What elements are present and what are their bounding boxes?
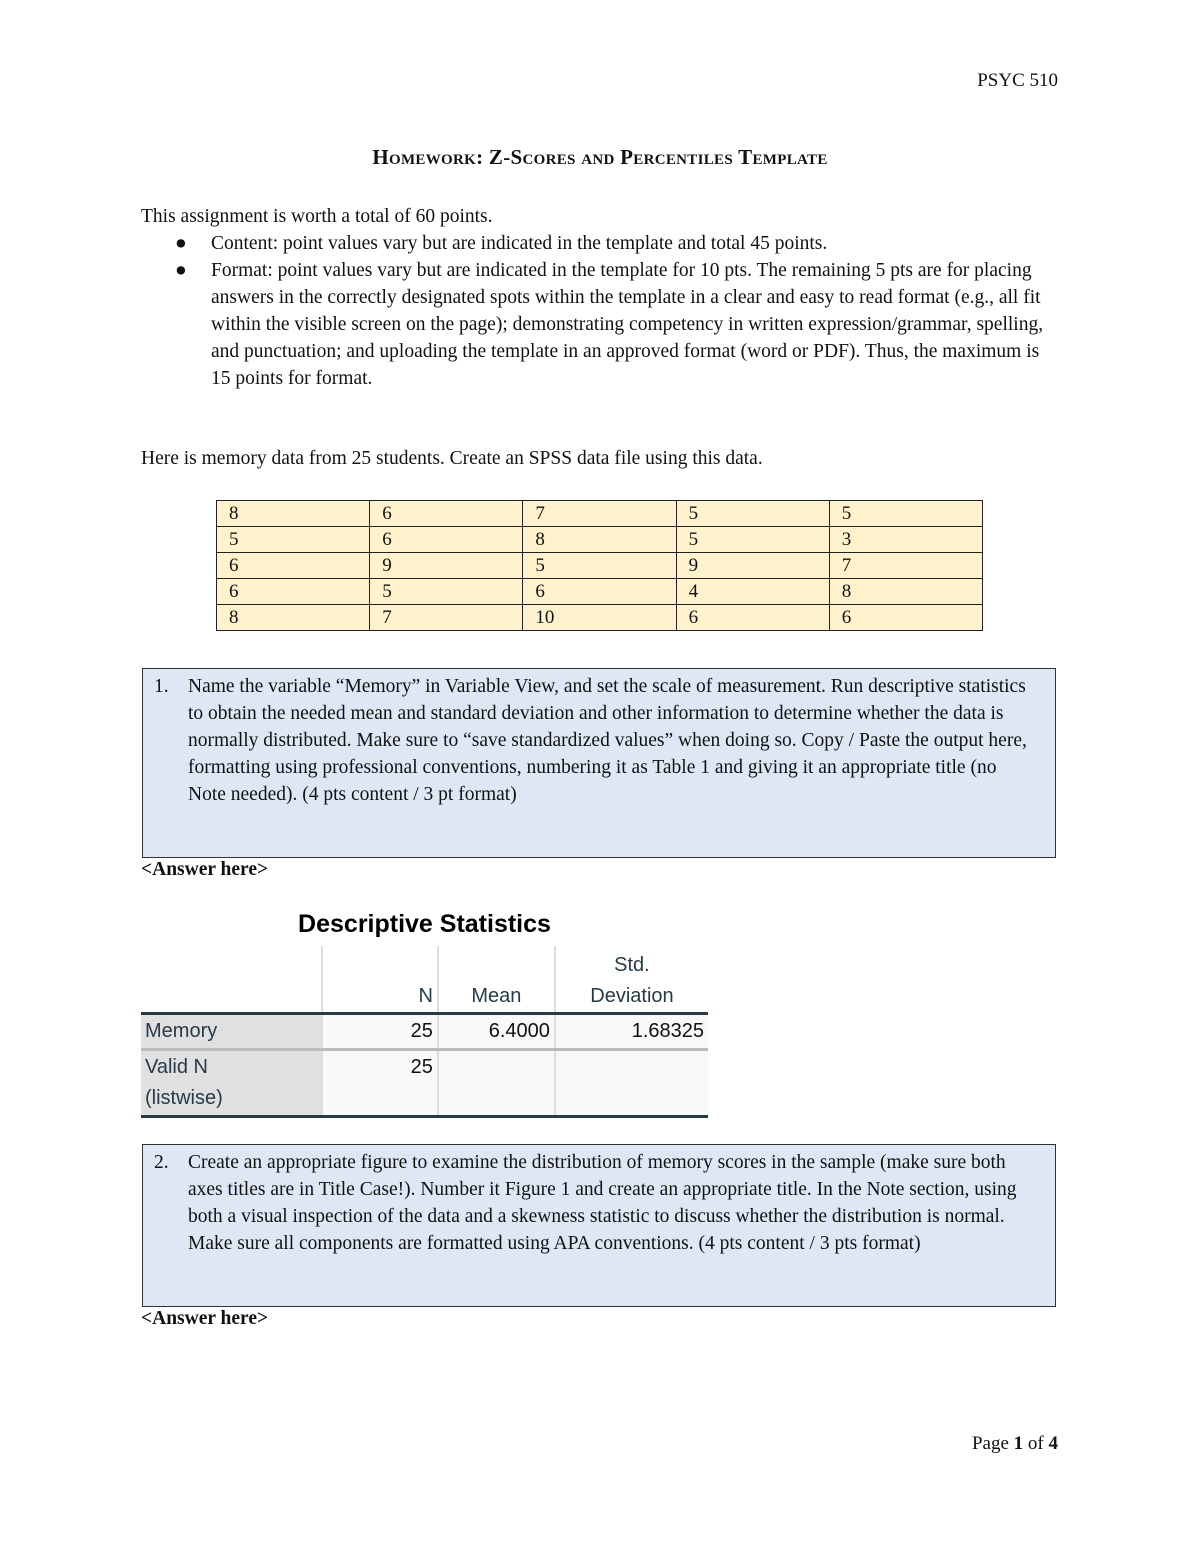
data-cell: 5 <box>676 527 829 553</box>
bullet-item <box>175 257 1061 392</box>
current-page: 1 <box>1013 1433 1024 1454</box>
intro-section <box>141 203 1061 392</box>
bullet-text: Format: point values vary but are indicated in the template for 10 pts. The remaining 5 pts are for placing answers in the correctly designated spots within the template in a clear and easy to read format (e.g., all fit within the visible screen on the page); demonstrating competency in written expression/grammar, spelling, and punctuation; and uploading the template in an approved format (word or PDF). Thus, the maximum is 15 points for format. <box>211 260 1044 389</box>
col-header-n: N <box>322 946 438 1014</box>
data-cell: 6 <box>676 605 829 631</box>
cell-mean <box>438 1050 555 1117</box>
row-label-text: Valid N (listwise) <box>145 1056 223 1109</box>
bullet-text: Content: point values vary but are indicated in the template and total 45 points. <box>211 233 828 254</box>
descriptive-statistics-output <box>141 910 708 1118</box>
footer-of: of <box>1023 1433 1049 1454</box>
data-row <box>217 501 983 527</box>
cell-sd: 1.68325 <box>555 1014 708 1050</box>
data-row <box>217 605 983 631</box>
data-cell: 3 <box>829 527 982 553</box>
data-cell: 5 <box>217 527 370 553</box>
data-cell: 9 <box>370 553 523 579</box>
bullet-icon: ● <box>175 260 187 281</box>
data-cell: 8 <box>217 605 370 631</box>
question-2-box <box>142 1144 1056 1307</box>
data-cell: 6 <box>523 579 676 605</box>
col-header-sd-text: Std. Deviation <box>590 954 674 1007</box>
data-cell: 6 <box>217 553 370 579</box>
corner-cell <box>141 946 322 1014</box>
bullet-item <box>175 230 1061 257</box>
bullet-icon: ● <box>175 233 187 254</box>
spss-table-title: Descriptive Statistics <box>298 910 551 938</box>
col-header-mean: Mean <box>438 946 555 1014</box>
answer-placeholder[interactable]: <Answer here> <box>141 859 269 880</box>
row-label <box>141 1050 322 1117</box>
total-pages: 4 <box>1048 1433 1058 1454</box>
data-cell: 6 <box>829 605 982 631</box>
cell-sd <box>555 1050 708 1117</box>
data-cell: 9 <box>676 553 829 579</box>
memory-data-table <box>216 500 983 631</box>
data-cell: 8 <box>217 501 370 527</box>
page-footer <box>972 1433 1058 1455</box>
data-intro: Here is memory data from 25 students. Create an SPSS data file using this data. <box>141 448 763 469</box>
table-row <box>141 1050 708 1117</box>
cell-mean: 6.4000 <box>438 1014 555 1050</box>
data-cell: 8 <box>523 527 676 553</box>
intro-text: This assignment is worth a total of 60 points. <box>141 206 493 227</box>
data-cell: 6 <box>370 527 523 553</box>
question-number: 1. <box>154 676 169 697</box>
data-cell: 7 <box>370 605 523 631</box>
question-number: 2. <box>154 1152 169 1173</box>
data-row <box>217 553 983 579</box>
table-row <box>141 1014 708 1050</box>
data-row <box>217 579 983 605</box>
cell-n: 25 <box>322 1050 438 1117</box>
data-row <box>217 527 983 553</box>
question-1-box <box>142 668 1056 858</box>
data-cell: 7 <box>523 501 676 527</box>
col-header-sd <box>555 946 708 1014</box>
data-cell: 5 <box>829 501 982 527</box>
data-cell: 8 <box>829 579 982 605</box>
row-label: Memory <box>141 1014 322 1050</box>
cell-n: 25 <box>322 1014 438 1050</box>
footer-prefix: Page <box>971 1433 1014 1454</box>
data-cell: 6 <box>217 579 370 605</box>
data-cell: 5 <box>676 501 829 527</box>
data-cell: 5 <box>523 553 676 579</box>
intro-bullets <box>141 230 1061 392</box>
data-cell: 6 <box>370 501 523 527</box>
data-cell: 5 <box>370 579 523 605</box>
data-cell: 10 <box>523 605 676 631</box>
page-title: Homework: Z-Scores and Percentiles Template <box>372 145 828 169</box>
question-text: Name the variable “Memory” in Variable View, and set the scale of measurement. Run descriptive statistics to obtain the needed mean and standard deviation and other information to determine whether the data is normally distributed. Make sure to “save standardized values” when doing so. Copy / Paste the output here, formatting using professional conventions, numbering it as Table 1 and giving it an appropriate title (no Note needed). (4 pts content / 3 pt format) <box>188 676 1027 805</box>
question-text: Create an appropriate figure to examine the distribution of memory scores in the sample (make sure both axes titles are in Title Case!). Number it Figure 1 and create an appropriate title. In the Note section, using both a visual inspection of the data and a skewness statistic to discuss whether the distribution is normal. Make sure all components are formatted using APA conventions. (4 pts content / 3 pts format) <box>188 1152 1017 1254</box>
data-cell: 4 <box>676 579 829 605</box>
data-cell: 7 <box>829 553 982 579</box>
course-header: PSYC 510 <box>977 70 1058 91</box>
answer-placeholder[interactable]: <Answer here> <box>141 1308 269 1329</box>
